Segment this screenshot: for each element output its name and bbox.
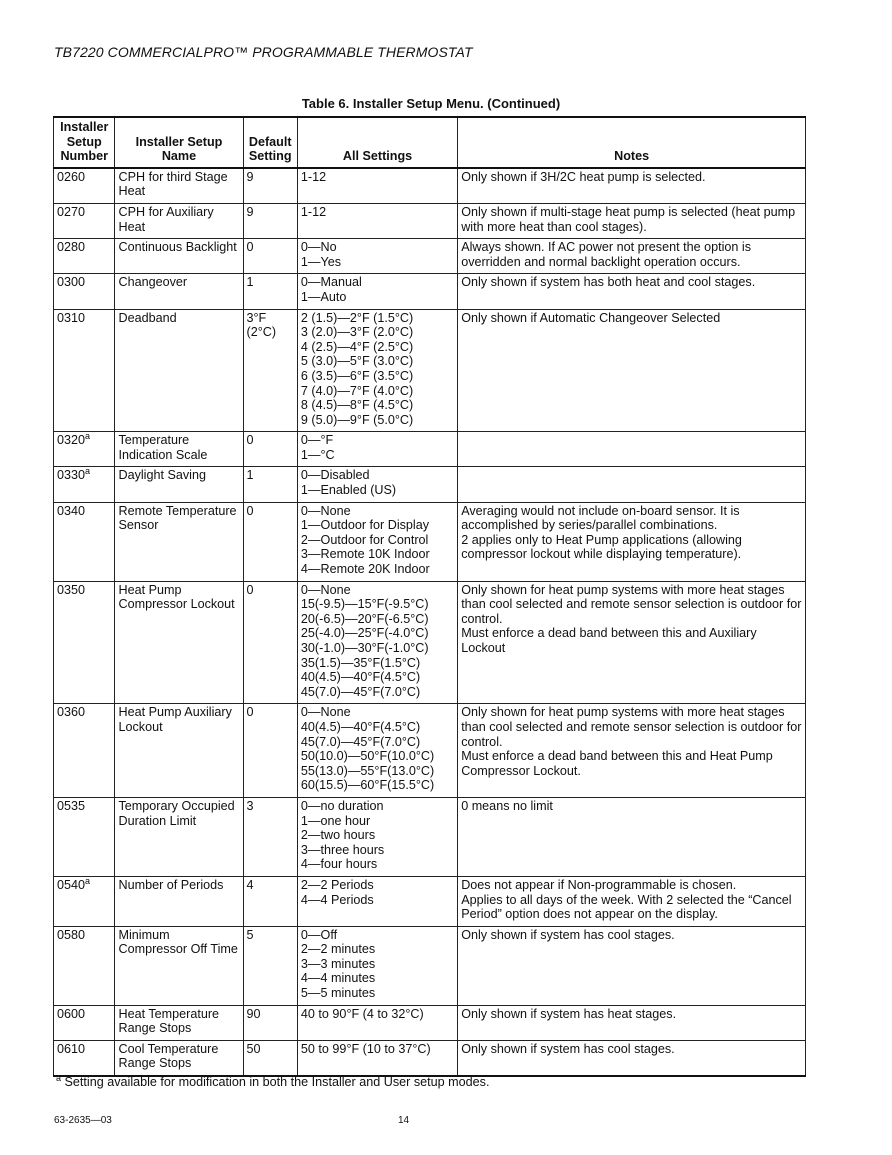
setup-number: 0580 [57, 927, 86, 942]
setting-option: 2—Outdoor for Control [300, 532, 429, 547]
table-row [54, 797, 806, 876]
setup-name: Number of Periods [118, 877, 224, 892]
all-settings-cell [297, 1040, 457, 1076]
all-settings-cell [297, 239, 457, 274]
setup-name-cell [115, 467, 243, 502]
default-setting-cell [243, 502, 297, 581]
setup-number-cell [54, 502, 115, 581]
setting-option: 0—no duration [300, 798, 384, 813]
setup-number: 0340 [57, 503, 86, 518]
all-settings-cell [297, 926, 457, 1005]
default-setting-cell [243, 274, 297, 309]
setting-option: 4 (2.5)—4°F (2.5°C) [300, 339, 414, 354]
setting-option: 35(1.5)—35°F(1.5°C) [300, 655, 421, 670]
setting-option: 50(10.0)—50°F(10.0°C) [300, 749, 435, 764]
setup-number-cell [54, 203, 115, 238]
setup-number: 0280 [57, 240, 86, 255]
setting-option: 8 (4.5)—8°F (4.5°C) [300, 398, 414, 413]
table-row [54, 876, 806, 926]
all-settings-cell [297, 704, 457, 798]
note-text: Only shown if system has cool stages. [461, 1041, 675, 1056]
setup-name-cell [115, 1040, 243, 1076]
setting-option: 40(4.5)—40°F(4.5°C) [300, 719, 421, 734]
notes-cell [458, 502, 806, 581]
default-setting-cell [243, 581, 297, 704]
all-settings-cell [297, 309, 457, 432]
all-settings-cell [297, 168, 457, 204]
setting-option: 2—2 Periods [300, 877, 374, 892]
setting-option: 1-12 [300, 204, 327, 219]
column-header-name: Installer Setup Name [115, 117, 243, 168]
table-row [54, 502, 806, 581]
default-setting: 90 [246, 1006, 261, 1021]
setup-name-cell [115, 1005, 243, 1040]
default-setting-cell [243, 926, 297, 1005]
setup-name-cell [115, 704, 243, 798]
footnote-text: Setting available for modification in both the Installer and User setup modes. [61, 1075, 490, 1089]
setup-number-cell [54, 876, 115, 926]
note-text: Only shown if system has cool stages. [461, 927, 675, 942]
note-text: Only shown if system has heat stages. [461, 1006, 677, 1021]
setting-option: 45(7.0)—45°F(7.0°C) [300, 734, 421, 749]
setup-number: 0540 [57, 877, 86, 892]
default-setting: 0 [246, 705, 254, 720]
notes-cell [458, 309, 806, 432]
setup-name: Heat Pump Compressor Lockout [118, 582, 235, 612]
table-row [54, 203, 806, 238]
column-header-number: Installer Setup Number [54, 117, 115, 168]
footnote-marker: a [85, 466, 91, 477]
note-text: Only shown if 3H/2C heat pump is selected. [461, 169, 706, 184]
default-setting: 50 [246, 1041, 261, 1056]
note-text: Only shown for heat pump systems with more heat stages than cool selected and remote sensor selection is outdoor for control. [461, 705, 802, 749]
notes-cell [458, 168, 806, 204]
setting-option: 55(13.0)—55°F(13.0°C) [300, 763, 435, 778]
setup-name: Remote Temperature Sensor [118, 503, 237, 533]
default-setting: 0 [246, 582, 254, 597]
setting-option: 4—Remote 20K Indoor [300, 562, 430, 577]
setting-option: 4—4 Periods [300, 892, 374, 907]
setup-number-cell [54, 239, 115, 274]
setting-option: 3 (2.0)—3°F (2.0°C) [300, 325, 414, 340]
note-text: 2 applies only to Heat Pump applications (allowing compressor lockout while displaying temperature). [461, 532, 742, 562]
default-setting: 4 [246, 877, 254, 892]
default-setting-cell [243, 876, 297, 926]
column-header-settings: All Settings [297, 117, 457, 168]
table-row [54, 432, 806, 467]
setting-option: 2—two hours [300, 828, 376, 843]
notes-cell [458, 1040, 806, 1076]
default-setting: 1 [246, 275, 254, 290]
setup-name: Cool Temperature Range Stops [118, 1041, 219, 1071]
default-setting: 3°F (2°C) [246, 310, 277, 340]
setup-name-cell [115, 926, 243, 1005]
setting-option: 1—Auto [300, 289, 347, 304]
all-settings-cell [297, 467, 457, 502]
table-row [54, 309, 806, 432]
setting-option: 20(-6.5)—20°F(-6.5°C) [300, 611, 429, 626]
setup-number-cell [54, 1040, 115, 1076]
footnote-marker: a [56, 1073, 62, 1083]
setting-option: 40(4.5)—40°F(4.5°C) [300, 670, 421, 685]
default-setting: 0 [246, 433, 254, 448]
setup-number: 0610 [57, 1041, 86, 1056]
setup-number: 0360 [57, 705, 86, 720]
setting-option: 5 (3.0)—5°F (3.0°C) [300, 354, 414, 369]
all-settings-cell [297, 203, 457, 238]
default-setting-cell [243, 168, 297, 204]
setting-option: 1—Yes [300, 254, 342, 269]
note-text: Must enforce a dead band between this and Auxiliary Lockout [461, 626, 757, 655]
notes-cell [458, 876, 806, 926]
table-row [54, 168, 806, 204]
default-setting: 3 [246, 798, 254, 813]
setup-number-cell [54, 467, 115, 502]
setup-number: 0600 [57, 1006, 86, 1021]
column-header-default: Default Setting [243, 117, 297, 168]
setup-name-cell [115, 203, 243, 238]
setup-number-cell [54, 926, 115, 1005]
setting-option: 0—No [300, 240, 337, 255]
setting-option: 1—°C [300, 447, 335, 462]
note-text: Only shown for heat pump systems with more heat stages than cool selected and remote sensor selection is outdoor for control. [461, 582, 802, 626]
default-setting-cell [243, 704, 297, 798]
note-text: Applies to all days of the week. With 2 selected the “Cancel Period” option does not appear on the display. [461, 892, 792, 922]
default-setting-cell [243, 203, 297, 238]
notes-cell [458, 704, 806, 798]
default-setting: 9 [246, 204, 254, 219]
setup-number: 0300 [57, 275, 86, 290]
note-text: Only shown if multi-stage heat pump is selected (heat pump with more heat than cool stages). [461, 204, 796, 234]
setup-name-cell [115, 309, 243, 432]
setup-name-cell [115, 502, 243, 581]
default-setting: 5 [246, 927, 254, 942]
setting-option: 2—2 minutes [300, 942, 376, 957]
setup-name: Temperature Indication Scale [118, 433, 208, 462]
setup-name: CPH for third Stage Heat [118, 169, 228, 199]
table-row [54, 704, 806, 798]
setup-number: 0320 [57, 433, 86, 448]
table-footnote [56, 1075, 489, 1089]
setup-number: 0330 [57, 468, 86, 483]
setup-name: Temporary Occupied Duration Limit [118, 798, 235, 828]
setting-option: 3—Remote 10K Indoor [300, 547, 430, 562]
default-setting-cell [243, 467, 297, 502]
setup-number-cell [54, 797, 115, 876]
notes-cell [458, 432, 806, 467]
setup-name-cell [115, 797, 243, 876]
notes-cell [458, 467, 806, 502]
default-setting: 0 [246, 503, 254, 518]
default-setting: 9 [246, 169, 254, 184]
setting-option: 0—None [300, 705, 351, 720]
all-settings-cell [297, 581, 457, 704]
setup-name: Continuous Backlight [118, 240, 237, 255]
all-settings-cell [297, 876, 457, 926]
note-text: 0 means no limit [461, 798, 553, 813]
setup-number: 0270 [57, 204, 86, 219]
setup-name: Minimum Compressor Off Time [118, 927, 238, 957]
setting-option: 4—4 minutes [300, 971, 376, 986]
setup-name-cell [115, 239, 243, 274]
notes-cell [458, 926, 806, 1005]
setup-name: Daylight Saving [118, 468, 206, 483]
setting-option: 6 (3.5)—6°F (3.5°C) [300, 368, 414, 383]
note-text: Only shown if system has both heat and cool stages. [461, 275, 756, 290]
table-body [54, 168, 806, 1076]
notes-cell [458, 239, 806, 274]
setup-number-cell [54, 274, 115, 309]
setup-number-cell [54, 581, 115, 704]
default-setting: 0 [246, 240, 254, 255]
setting-option: 1-12 [300, 169, 327, 184]
setup-name-cell [115, 432, 243, 467]
setting-option: 25(-4.0)—25°F(-4.0°C) [300, 626, 429, 641]
setting-option: 0—°F [300, 433, 334, 448]
note-text: Only shown if Automatic Changeover Selected [461, 310, 721, 325]
default-setting: 1 [246, 468, 254, 483]
setting-option: 1—Enabled (US) [300, 483, 397, 498]
table-header [54, 117, 806, 168]
table-row [54, 1005, 806, 1040]
all-settings-cell [297, 502, 457, 581]
setup-number-cell [54, 168, 115, 204]
setup-name-cell [115, 876, 243, 926]
setting-option: 0—Manual [300, 275, 362, 290]
all-settings-cell [297, 432, 457, 467]
installer-setup-table [53, 116, 806, 1077]
default-setting-cell [243, 1005, 297, 1040]
column-header-notes: Notes [458, 117, 806, 168]
setup-name-cell [115, 274, 243, 309]
notes-cell [458, 203, 806, 238]
notes-cell [458, 1005, 806, 1040]
default-setting-cell [243, 797, 297, 876]
setting-option: 1—Outdoor for Display [300, 518, 430, 533]
all-settings-cell [297, 1005, 457, 1040]
setup-name: Changeover [118, 275, 188, 290]
setup-number: 0260 [57, 169, 86, 184]
notes-cell [458, 274, 806, 309]
document-header-title: TB7220 COMMERCIALPRO™ PROGRAMMABLE THERMOSTAT [54, 44, 473, 60]
setting-option: 2 (1.5)—2°F (1.5°C) [300, 310, 414, 325]
setup-number: 0310 [57, 310, 86, 325]
notes-cell [458, 797, 806, 876]
default-setting-cell [243, 239, 297, 274]
setting-option: 4—four hours [300, 857, 378, 872]
setup-number-cell [54, 309, 115, 432]
setting-option: 60(15.5)—60°F(15.5°C) [300, 778, 435, 793]
setting-option: 3—three hours [300, 842, 385, 857]
table-caption: Table 6. Installer Setup Menu. (Continued) [301, 96, 561, 111]
table-row [54, 581, 806, 704]
setup-name: Heat Temperature Range Stops [118, 1006, 220, 1036]
footnote-marker: a [85, 875, 91, 886]
notes-cell [458, 581, 806, 704]
table-row [54, 1040, 806, 1076]
footnote-marker: a [85, 431, 91, 442]
setting-option: 7 (4.0)—7°F (4.0°C) [300, 383, 414, 398]
setting-option: 15(-9.5)—15°F(-9.5°C) [300, 597, 429, 612]
default-setting-cell [243, 309, 297, 432]
default-setting-cell [243, 1040, 297, 1076]
setup-number: 0350 [57, 582, 86, 597]
setup-number-cell [54, 704, 115, 798]
setup-name-cell [115, 168, 243, 204]
setting-option: 1—one hour [300, 813, 371, 828]
all-settings-cell [297, 274, 457, 309]
note-text: Averaging would not include on-board sensor. It is accomplished by series/parallel combinations. [461, 503, 740, 533]
setting-option: 50 to 99°F (10 to 37°C) [300, 1041, 431, 1056]
note-text: Does not appear if Non-programmable is chosen. [461, 877, 737, 892]
setting-option: 40 to 90°F (4 to 32°C) [300, 1006, 424, 1021]
setting-option: 5—5 minutes [300, 986, 376, 1001]
setting-option: 30(-1.0)—30°F(-1.0°C) [300, 641, 429, 655]
setting-option: 3—3 minutes [300, 956, 376, 971]
setting-option: 0—Off [300, 927, 338, 942]
default-setting-cell [243, 432, 297, 467]
setting-option: 9 (5.0)—9°F (5.0°C) [300, 412, 414, 427]
page-number: 14 [398, 1115, 410, 1126]
table-row [54, 239, 806, 274]
setup-name: Heat Pump Auxiliary Lockout [118, 705, 232, 734]
setting-option: 0—None [300, 503, 351, 518]
document-number: 63-2635—03 [54, 1115, 112, 1126]
table-row [54, 926, 806, 1005]
all-settings-cell [297, 797, 457, 876]
setting-option: 45(7.0)—45°F(7.0°C) [300, 684, 421, 699]
note-text: Must enforce a dead band between this and Heat Pump Compressor Lockout. [461, 749, 773, 778]
table-row [54, 467, 806, 502]
note-text: Always shown. If AC power not present the option is overridden and normal backlight operation occurs. [461, 240, 751, 269]
table-row [54, 274, 806, 309]
setup-name-cell [115, 581, 243, 704]
setup-number-cell [54, 432, 115, 467]
setup-number: 0535 [57, 798, 86, 813]
setting-option: 0—None [300, 582, 351, 597]
setup-number-cell [54, 1005, 115, 1040]
setting-option: 0—Disabled [300, 468, 370, 483]
setup-name: CPH for Auxiliary Heat [118, 204, 214, 234]
setup-name: Deadband [118, 310, 177, 325]
table-header-row [54, 117, 806, 168]
